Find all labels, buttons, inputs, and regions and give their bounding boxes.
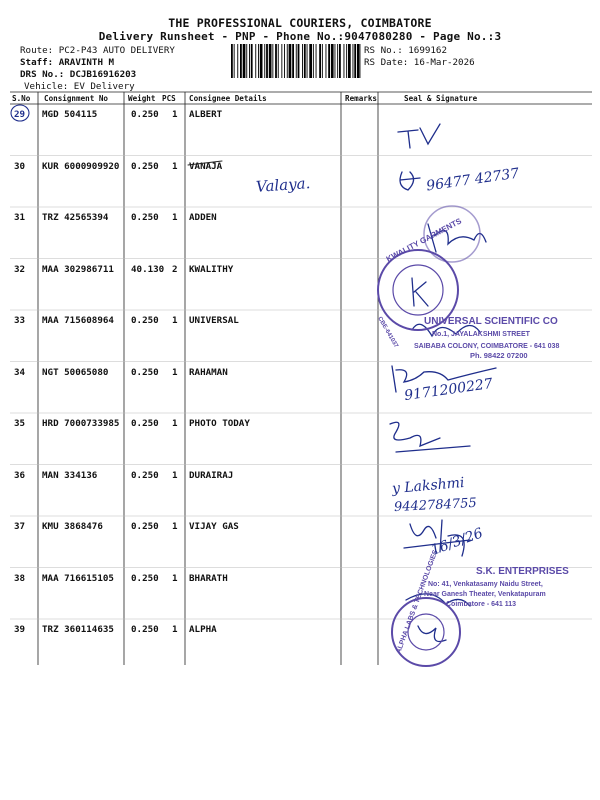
cell-sno: 39 [14, 624, 26, 635]
cell-sno: 37 [14, 521, 26, 532]
cell-sno: 29 [14, 109, 26, 120]
cell-consignment: HRD 7000733985 [42, 418, 120, 429]
cell-pcs: 1 [172, 521, 178, 532]
cell-weight: 0.250 [131, 315, 159, 326]
cell-consignment: NGT 50065080 [42, 366, 109, 378]
cell-sno: 30 [14, 160, 26, 172]
cell-weight: 0.250 [131, 469, 159, 481]
cell-sno: 36 [14, 469, 26, 481]
runsheet-subtitle: Delivery Runsheet - PNP - Phone No.:9047080280 - Page No.:3 [98, 30, 502, 43]
cell-pcs: 1 [172, 469, 178, 481]
sk-stamp-address: No: 41, Venkatasamy Naidu Street, [428, 581, 543, 588]
handwritten-name-lakshmi: y Lakshmi [391, 474, 466, 498]
kwality-stamp-text: KWALITY GARMENTS [384, 216, 463, 264]
drs-info: DRS No.: DCJB16916203 [20, 69, 137, 80]
col-signature: Seal & Signature [404, 94, 478, 103]
cell-pcs: 1 [172, 109, 178, 120]
cell-weight: 0.250 [131, 572, 159, 584]
universal-stamp-address: No.1, JAYALAKSHMI STREET [432, 331, 530, 338]
cell-consignee: ALPHA [189, 624, 217, 635]
col-pcs: PCS [162, 94, 176, 103]
cell-weight: 0.250 [131, 160, 159, 172]
cell-pcs: 1 [172, 366, 178, 378]
alpha-stamp-text: ALPHA LABS & TECHNOLOGIES [395, 549, 440, 655]
cell-pcs: 1 [172, 418, 178, 429]
cell-weight: 0.250 [131, 418, 159, 429]
cell-weight: 0.250 [131, 212, 159, 223]
cell-consignment: TRZ 42565394 [42, 212, 109, 223]
cell-consignee: PHOTO TODAY [189, 418, 250, 429]
universal-stamp-phone: Ph. 98422 07200 [470, 351, 528, 360]
cell-consignment: MAN 334136 [42, 469, 98, 481]
col-remarks: Remarks [345, 94, 378, 103]
cell-consignee: DURAIRAJ [189, 469, 234, 481]
cell-consignment: MAA 302986711 [42, 263, 114, 275]
cell-consignment: TRZ 360114635 [42, 624, 114, 635]
col-consignment: Consignment No [44, 94, 109, 103]
cell-consignee: UNIVERSAL [189, 315, 239, 326]
handwritten-phone: 9171200227 [403, 375, 494, 405]
cell-sno: 33 [14, 315, 26, 326]
cell-consignee: VIJAY GAS [189, 521, 239, 532]
cell-consignment: MAA 715608964 [42, 315, 114, 326]
universal-stamp-address: SAIBABA COLONY, COIMBATORE - 641 038 [414, 343, 560, 350]
cell-consignee: RAHAMAN [189, 366, 228, 378]
cell-weight: 0.250 [131, 521, 159, 532]
cell-sno: 34 [14, 366, 26, 378]
cell-weight: 0.250 [131, 366, 159, 378]
handwritten-date: 16/3/26 [428, 525, 486, 559]
cell-consignee: BHARATH [189, 572, 228, 584]
cell-sno: 32 [14, 263, 26, 275]
cell-pcs: 1 [172, 624, 178, 635]
cell-consignee: ADDEN [189, 212, 217, 223]
kwality-stamp-code: CBE-641037 [376, 316, 399, 350]
cell-pcs: 1 [172, 315, 178, 326]
cell-sno: 31 [14, 212, 26, 223]
handwritten-phone: 9442784755 [393, 495, 478, 516]
cell-consignee: KWALITHY [189, 263, 234, 275]
staff-info: Staff: ARAVINTH M [20, 57, 115, 68]
cell-pcs: 1 [172, 572, 178, 584]
universal-stamp-name: UNIVERSAL SCIENTIFIC CO [424, 316, 558, 327]
cell-pcs: 1 [172, 212, 178, 223]
cell-sno: 38 [14, 572, 26, 584]
vehicle-info: Vehicle: EV Delivery [24, 81, 135, 92]
col-consignee: Consignee Details [189, 94, 267, 103]
sk-stamp-address: Near Ganesh Theater, Venkatapuram [424, 591, 546, 598]
col-weight: Weight [128, 94, 156, 103]
cell-consignment: KMU 3868476 [42, 521, 103, 532]
sk-stamp-name: S.K. ENTERPRISES [476, 566, 569, 577]
cell-consignee: ALBERT [189, 109, 223, 120]
sk-stamp-address: Coimbatore - 641 113 [446, 601, 517, 608]
cell-consignment: KUR 6000909920 [42, 160, 120, 172]
company-title: THE PROFESSIONAL COURIERS, COIMBATORE [168, 16, 432, 30]
cell-sno: 35 [14, 418, 26, 429]
cell-weight: 40.130 [131, 263, 165, 275]
cell-consignee: VANAJA [189, 160, 223, 172]
cell-weight: 0.250 [131, 624, 159, 635]
cell-pcs: 2 [172, 263, 178, 275]
cell-consignment: MAA 716615105 [42, 572, 114, 584]
cell-consignment: MGD 504115 [42, 109, 98, 120]
route-info: Route: PC2-P43 AUTO DELIVERY [20, 45, 175, 56]
rs-date: RS Date: 16-Mar-2026 [364, 57, 475, 68]
handwritten-phone: 96477 42737 [425, 165, 521, 195]
cell-pcs: 1 [172, 160, 178, 172]
col-sno: S.No [12, 94, 31, 103]
handwritten-name-valaya: Valaya. [255, 174, 311, 196]
rs-number: RS No.: 1699162 [364, 45, 447, 56]
cell-weight: 0.250 [131, 109, 159, 120]
